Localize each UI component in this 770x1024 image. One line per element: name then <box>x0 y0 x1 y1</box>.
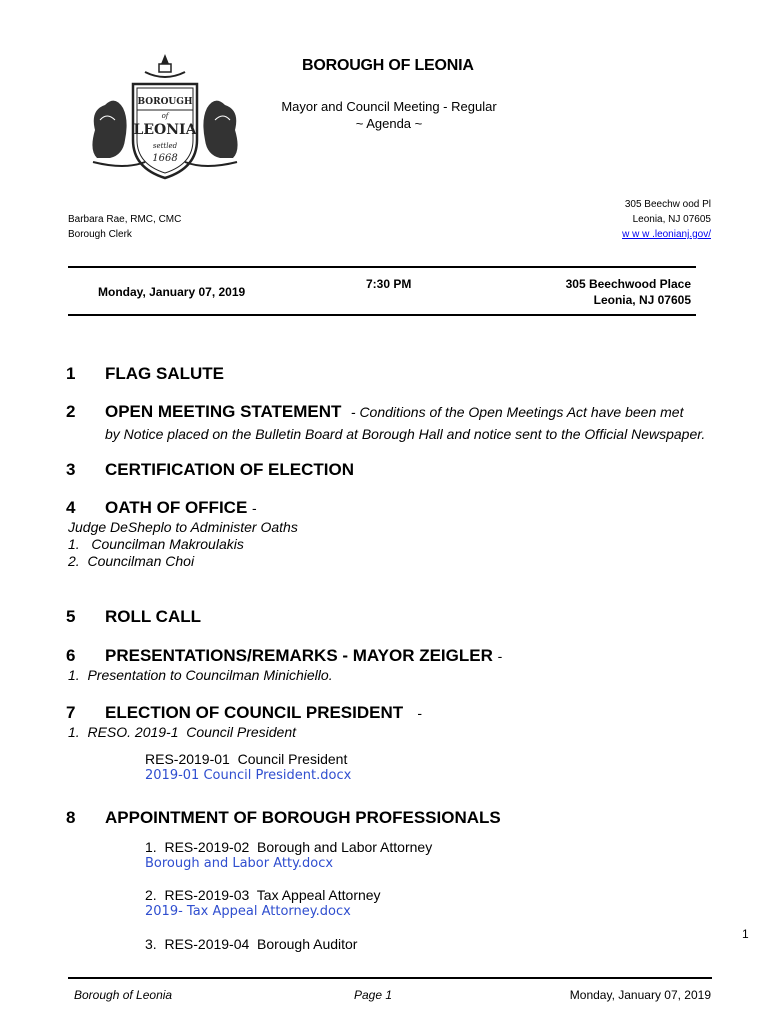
resolution-file-link[interactable]: 2019- Tax Appeal Attorney.docx <box>145 904 351 919</box>
org-title: BOROUGH OF LEONIA <box>302 57 474 74</box>
item-subline: 1. Presentation to Councilman Minichiello. <box>68 667 333 683</box>
page-marker: 1 <box>742 927 749 941</box>
item-title-row <box>105 402 683 422</box>
item-title: OATH OF OFFICE <box>105 498 248 517</box>
meeting-time: 7:30 PM <box>366 277 412 291</box>
item-number: 2 <box>66 402 76 421</box>
item-number: 8 <box>66 808 76 827</box>
info-bottom-rule <box>68 314 696 316</box>
item-title-row <box>105 498 257 518</box>
item-title: OPEN MEETING STATEMENT <box>105 402 342 421</box>
item-title: ROLL CALL <box>105 607 202 626</box>
resolution-file-link[interactable]: Borough and Labor Atty.docx <box>145 856 334 871</box>
seal-text-leonia: LEONIA <box>133 122 197 138</box>
item-title: PRESENTATIONS/REMARKS - MAYOR ZEIGLER <box>105 646 493 665</box>
item-title: APPOINTMENT OF BOROUGH PROFESSIONALS <box>105 808 501 827</box>
meeting-place-line1: 305 Beechwood Place <box>565 277 691 291</box>
item-title: FLAG SALUTE <box>105 364 224 383</box>
resolution-label: 3. RES-2019-04 Borough Auditor <box>145 936 358 952</box>
item-note-continued: by Notice placed on the Bulletin Board at Borough Hall and notice sent to the Official Newspaper. <box>105 426 706 442</box>
item-number: 4 <box>66 498 76 517</box>
resolution-label: RES-2019-01 Council President <box>145 751 348 767</box>
footer-page: Page 1 <box>354 988 393 1002</box>
item-subline: Judge DeSheplo to Administer Oaths <box>68 519 298 535</box>
footer-rule <box>68 977 712 979</box>
meeting-date: Monday, January 07, 2019 <box>98 285 246 299</box>
seal-text-borough: BOROUGH <box>137 97 193 107</box>
item-title-row <box>105 646 502 666</box>
item-number: 6 <box>66 646 76 665</box>
item-title-row <box>105 703 422 723</box>
footer-left: Borough of Leonia <box>74 988 173 1002</box>
website-link[interactable]: w w w .leonianj.gov/ <box>622 229 711 240</box>
resolution-label: 2. RES-2019-03 Tax Appeal Attorney <box>145 887 381 903</box>
clerk-title: Borough Clerk <box>68 229 132 240</box>
item-suffix: - <box>417 705 422 721</box>
seal-text-settled: settled <box>152 142 178 150</box>
item-title: ELECTION OF COUNCIL PRESIDENT <box>105 703 404 722</box>
borough-seal <box>85 50 245 185</box>
item-suffix: - <box>252 500 257 516</box>
item-number: 5 <box>66 607 76 626</box>
resolution-label: 1. RES-2019-02 Borough and Labor Attorney <box>145 839 433 855</box>
resolution-file-link[interactable]: 2019-01 Council President.docx <box>145 768 352 783</box>
footer-date: Monday, January 07, 2019 <box>569 988 711 1002</box>
seal-text-year: 1668 <box>152 153 178 164</box>
meeting-type: Mayor and Council Meeting - Regular <box>281 99 497 114</box>
item-subline: 1. RESO. 2019-1 Council President <box>68 724 297 740</box>
item-subline: 1. Councilman Makroulakis <box>68 536 244 552</box>
item-number: 7 <box>66 703 76 722</box>
address-street: 305 Beechw ood Pl <box>624 199 711 210</box>
info-top-rule <box>68 266 696 268</box>
item-title: CERTIFICATION OF ELECTION <box>105 460 355 479</box>
item-number: 3 <box>66 460 76 479</box>
item-number: 1 <box>66 364 76 383</box>
item-note: - Conditions of the Open Meetings Act have been met <box>350 404 684 420</box>
seal-text-of: of <box>161 112 169 120</box>
item-subline: 2. Councilman Choi <box>68 553 195 569</box>
clerk-name: Barbara Rae, RMC, CMC <box>68 214 182 225</box>
item-suffix: - <box>497 648 503 664</box>
address-city: Leonia, NJ 07605 <box>632 214 711 225</box>
agenda-label: ~ Agenda ~ <box>355 116 423 131</box>
meeting-place-line2: Leonia, NJ 07605 <box>593 293 691 307</box>
